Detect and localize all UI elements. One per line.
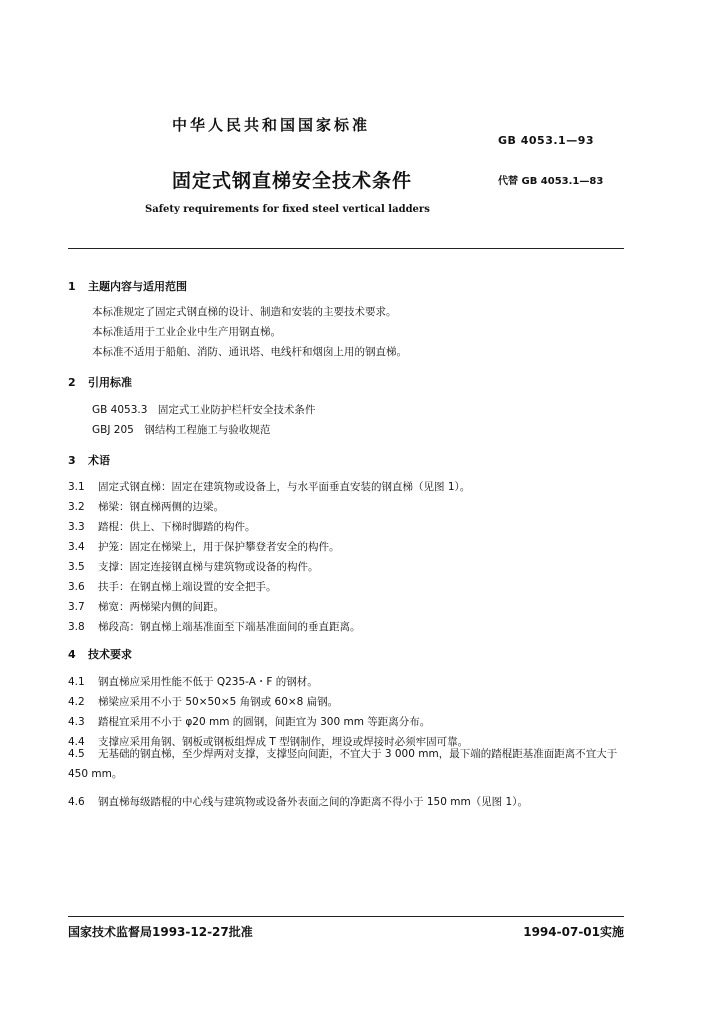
document-title: 固定式钢直梯安全技术条件 [172, 170, 413, 192]
term-item: 3.8 梯段高：钢直梯上端基准面至下端基准面间的垂直距离。 [68, 621, 361, 633]
term-item: 3.1 固定式钢直梯：固定在建筑物或设备上，与水平面垂直安装的钢直梯（见图 1）。 [68, 481, 471, 493]
section-heading-1: 1 主题内容与适用范围 [68, 280, 187, 293]
section-1-line: 本标准适用于工业企业中生产用钢直梯。 [92, 326, 281, 338]
term-item: 3.7 梯宽：两梯梁内侧的间距。 [68, 601, 224, 613]
requirement-item: 4.2 梯梁应采用不小于 50×50×5 角钢或 60×8 扁钢。 [68, 696, 339, 708]
term-item: 3.3 踏棍：供上、下梯时脚踏的构件。 [68, 521, 256, 533]
bottom-divider [68, 916, 624, 917]
national-standard-title: 中华人民共和国国家标准 [172, 116, 371, 134]
section-1-line: 本标准规定了固定式钢直梯的设计、制造和安装的主要技术要求。 [92, 306, 397, 318]
section-heading-2: 2 引用标准 [68, 376, 132, 389]
term-item: 3.2 梯梁：钢直梯两侧的边梁。 [68, 501, 224, 513]
reference-item: GB 4053.3 固定式工业防护栏杆安全技术条件 [92, 404, 316, 416]
top-divider [68, 248, 624, 249]
approval-note: 国家技术监督局1993-12-27批准 [68, 925, 253, 939]
gb-number: GB 4053.1—93 [498, 134, 594, 147]
english-title: Safety requirements for fixed steel vertical ladders [145, 204, 430, 215]
term-item: 3.4 护笼：固定在梯梁上，用于保护攀登者安全的构件。 [68, 541, 340, 553]
requirement-item: 4.4 支撑应采用角钢、钢板或钢板组焊成 T 型钢制作，埋设或焊接时必须牢固可靠。 [68, 736, 469, 748]
replaces-note: 代替 GB 4053.1—83 [498, 176, 604, 187]
requirement-item: 4.6 钢直梯每级踏棍的中心线与建筑物或设备外表面之间的净距离不得小于 150 mm（见图 1）。 [68, 796, 528, 808]
requirement-item: 4.3 踏棍宜采用不小于 φ20 mm 的圆钢，间距宜为 300 mm 等距离分布。 [68, 716, 431, 728]
term-item: 3.6 扶手：在钢直梯上端设置的安全把手。 [68, 581, 277, 593]
reference-item: GBJ 205 钢结构工程施工与验收规范 [92, 424, 271, 436]
effective-date: 1994-07-01实施 [523, 925, 624, 939]
term-item: 3.5 支撑：固定连接钢直梯与建筑物或设备的构件。 [68, 561, 319, 573]
requirement-item: 4.1 钢直梯应采用性能不低于 Q235-A・F 的钢材。 [68, 676, 318, 688]
section-heading-4: 4 技术要求 [68, 648, 132, 661]
section-heading-3: 3 术语 [68, 454, 110, 467]
section-1-line: 本标准不适用于船舶、消防、通讯塔、电线杆和烟囱上用的钢直梯。 [92, 346, 407, 358]
requirement-item: 4.5 无基础的钢直梯，至少焊两对支撑，支撑竖向间距，不宜大于 3 000 mm，最下端的踏棍距基准面距离不宜大于 450 mm。 [68, 748, 618, 780]
